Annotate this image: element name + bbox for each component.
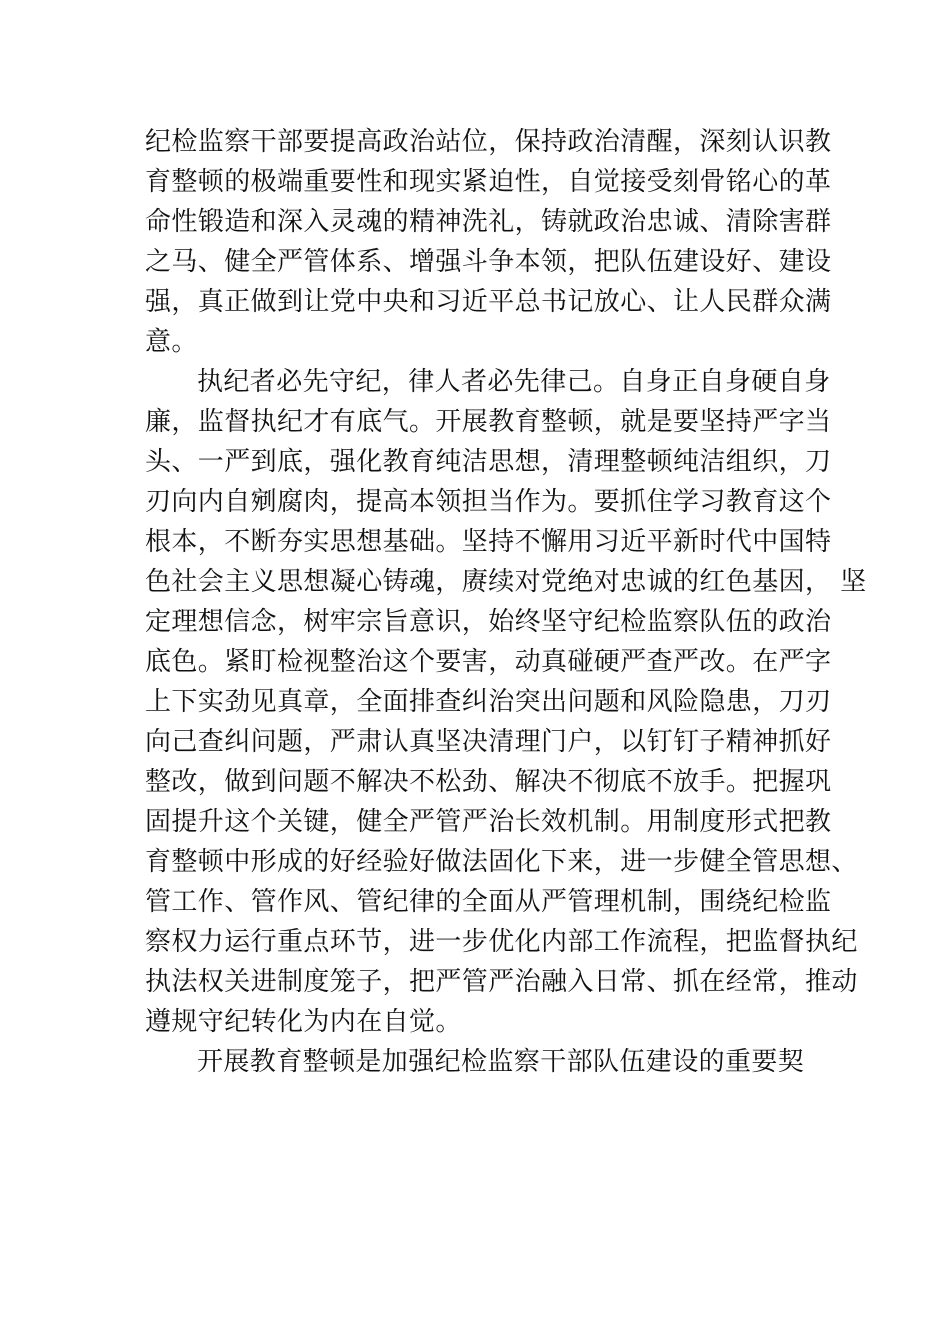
text-line: 底色。紧盯检视整治这个要害，动真碰硬严查严改。在严字 <box>145 647 832 677</box>
text-line: 定理想信念，树牢宗旨意识，始终坚守纪检监察队伍的政治 <box>145 607 832 637</box>
text-line: 察权力运行重点环节，进一步优化内部工作流程，把监督执纪 <box>145 927 858 957</box>
text-line: 固提升这个关键，健全严管严治长效机制。用制度形式把教 <box>145 807 832 837</box>
text-line: 色社会主义思想凝心铸魂，赓续对党绝对忠诚的红色基因， 坚 <box>145 567 867 597</box>
text-line: 刃向内自剜腐肉，提高本领担当作为。要抓住学习教育这个 <box>145 487 832 517</box>
text-line: 育整顿中形成的好经验好做法固化下来，进一步健全管思想、 <box>145 847 858 877</box>
text-line: 意。 <box>145 327 198 357</box>
body-text <box>145 122 867 1082</box>
paragraph-start-line: 执纪者必先守纪，律人者必先律己。自身正自身硬自身 <box>197 367 831 397</box>
text-line: 纪检监察干部要提高政治站位，保持政治清醒，深刻认识教 <box>145 127 832 157</box>
text-line: 上下实劲见真章，全面排查纠治突出问题和风险隐患，刀刃 <box>145 687 832 717</box>
text-line: 向己查纠问题，严肃认真坚决清理门户，以钉钉子精神抓好 <box>145 727 832 757</box>
text-line: 根本，不断夯实思想基础。坚持不懈用习近平新时代中国特 <box>145 527 832 557</box>
text-line: 遵规守纪转化为内在自觉。 <box>145 1007 462 1037</box>
text-line: 头、一严到底，强化教育纯洁思想，清理整顿纯洁组织，刀 <box>145 447 832 477</box>
text-line: 强，真正做到让党中央和习近平总书记放心、让人民群众满 <box>145 287 832 317</box>
text-line: 廉，监督执纪才有底气。开展教育整顿，就是要坚持严字当 <box>145 407 832 437</box>
text-line: 育整顿的极端重要性和现实紧迫性，自觉接受刻骨铭心的革 <box>145 167 832 197</box>
text-line: 执法权关进制度笼子，把严管严治融入日常、抓在经常，推动 <box>145 967 858 997</box>
text-line: 整改，做到问题不解决不松劲、解决不彻底不放手。把握巩 <box>145 767 832 797</box>
text-line: 命性锻造和深入灵魂的精神洗礼，铸就政治忠诚、清除害群 <box>145 207 832 237</box>
text-line: 管工作、管作风、管纪律的全面从严管理机制，围绕纪检监 <box>145 887 832 917</box>
text-line: 之马、健全严管体系、增强斗争本领，把队伍建设好、建设 <box>145 247 832 277</box>
paragraph-start-line: 开展教育整顿是加强纪检监察干部队伍建设的重要契 <box>197 1047 805 1077</box>
